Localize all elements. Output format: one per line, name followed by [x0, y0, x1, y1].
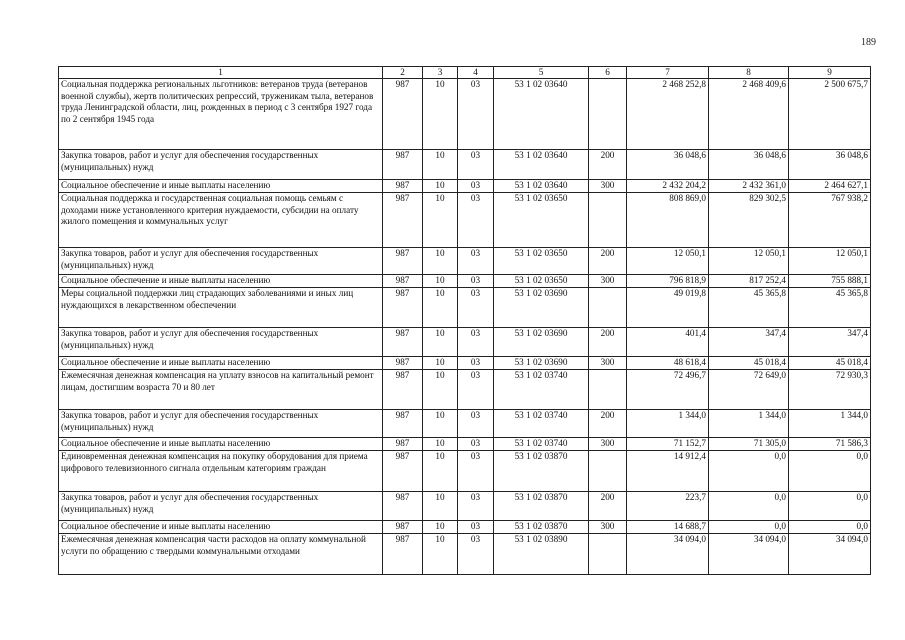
header-cell: 5 — [494, 67, 589, 79]
row-csr: 53 1 02 03690 — [494, 328, 589, 357]
row-value-1: 48 618,4 — [627, 357, 709, 370]
row-csr: 53 1 02 03650 — [494, 193, 589, 248]
row-value-2: 1 344,0 — [709, 410, 789, 438]
row-grbs: 987 — [383, 248, 423, 275]
row-pr: 03 — [458, 370, 494, 410]
row-value-3: 2 464 627,1 — [789, 180, 871, 193]
row-vr — [589, 79, 627, 150]
row-rz: 10 — [423, 451, 458, 492]
row-pr: 03 — [458, 492, 494, 521]
budget-table — [58, 66, 871, 575]
row-csr: 53 1 02 03650 — [494, 275, 589, 288]
header-cell: 6 — [589, 67, 627, 79]
row-value-1: 72 496,7 — [627, 370, 709, 410]
row-name: Социальное обеспечение и иные выплаты населению — [59, 521, 383, 534]
row-csr: 53 1 02 03740 — [494, 438, 589, 451]
row-vr: 200 — [589, 410, 627, 438]
row-grbs: 987 — [383, 451, 423, 492]
table-row — [59, 370, 871, 410]
row-value-1: 12 050,1 — [627, 248, 709, 275]
row-vr: 300 — [589, 180, 627, 193]
table-row — [59, 492, 871, 521]
table-row — [59, 288, 871, 328]
table-row — [59, 451, 871, 492]
row-rz: 10 — [423, 180, 458, 193]
row-grbs: 987 — [383, 370, 423, 410]
row-csr: 53 1 02 03640 — [494, 150, 589, 180]
row-value-2: 0,0 — [709, 521, 789, 534]
row-name: Закупка товаров, работ и услуг для обеспечения государственных (муниципальных) нужд — [59, 150, 383, 180]
row-value-1: 1 344,0 — [627, 410, 709, 438]
row-value-3: 0,0 — [789, 492, 871, 521]
header-cell: 4 — [458, 67, 494, 79]
row-name: Социальное обеспечение и иные выплаты населению — [59, 357, 383, 370]
row-rz: 10 — [423, 357, 458, 370]
row-value-1: 14 912,4 — [627, 451, 709, 492]
row-pr: 03 — [458, 150, 494, 180]
row-csr: 53 1 02 03870 — [494, 492, 589, 521]
row-rz: 10 — [423, 275, 458, 288]
row-value-3: 1 344,0 — [789, 410, 871, 438]
row-name: Меры социальной поддержки лиц страдающих заболеваниями и иных лиц нуждающихся в лекарственном обеспечении — [59, 288, 383, 328]
row-name: Закупка товаров, работ и услуг для обеспечения государственных (муниципальных) нужд — [59, 248, 383, 275]
row-csr: 53 1 02 03870 — [494, 451, 589, 492]
row-value-3: 767 938,2 — [789, 193, 871, 248]
row-rz: 10 — [423, 79, 458, 150]
row-value-2: 45 018,4 — [709, 357, 789, 370]
row-pr: 03 — [458, 357, 494, 370]
row-name: Закупка товаров, работ и услуг для обеспечения государственных (муниципальных) нужд — [59, 492, 383, 521]
row-vr: 200 — [589, 150, 627, 180]
row-grbs: 987 — [383, 288, 423, 328]
row-rz: 10 — [423, 521, 458, 534]
row-value-2: 829 302,5 — [709, 193, 789, 248]
table-header-row — [59, 67, 871, 79]
row-rz: 10 — [423, 248, 458, 275]
row-grbs: 987 — [383, 275, 423, 288]
row-rz: 10 — [423, 492, 458, 521]
header-cell: 2 — [383, 67, 423, 79]
table-row — [59, 248, 871, 275]
row-grbs: 987 — [383, 438, 423, 451]
row-csr: 53 1 02 03740 — [494, 410, 589, 438]
row-rz: 10 — [423, 370, 458, 410]
row-grbs: 987 — [383, 534, 423, 575]
row-value-3: 45 365,8 — [789, 288, 871, 328]
row-name: Социальная поддержка региональных льготников: ветеранов труда (ветеранов военной службы), жертв политических репрессий, труженикам тыла, ветеранов труда Ленинградской области, лиц, рожденных в период с 3 сентября 1927 года по 2 сентября 1945 года — [59, 79, 383, 150]
table-row — [59, 410, 871, 438]
row-csr: 53 1 02 03640 — [494, 180, 589, 193]
header-cell: 8 — [709, 67, 789, 79]
row-name: Ежемесячная денежная компенсация части расходов на оплату коммунальной услуги по обращению с твердыми коммунальными отходами — [59, 534, 383, 575]
table-row — [59, 79, 871, 150]
row-vr: 300 — [589, 357, 627, 370]
table-row — [59, 180, 871, 193]
row-grbs: 987 — [383, 410, 423, 438]
table-row — [59, 521, 871, 534]
row-value-1: 34 094,0 — [627, 534, 709, 575]
row-value-2: 12 050,1 — [709, 248, 789, 275]
row-grbs: 987 — [383, 521, 423, 534]
row-pr: 03 — [458, 438, 494, 451]
row-value-2: 0,0 — [709, 492, 789, 521]
row-vr: 300 — [589, 275, 627, 288]
row-value-2: 71 305,0 — [709, 438, 789, 451]
header-cell: 3 — [423, 67, 458, 79]
table-row — [59, 193, 871, 248]
row-grbs: 987 — [383, 357, 423, 370]
row-value-1: 36 048,6 — [627, 150, 709, 180]
table-row — [59, 150, 871, 180]
row-pr: 03 — [458, 248, 494, 275]
row-value-1: 49 019,8 — [627, 288, 709, 328]
row-rz: 10 — [423, 150, 458, 180]
row-vr: 300 — [589, 438, 627, 451]
page-number: 189 — [861, 37, 876, 48]
row-value-3: 0,0 — [789, 451, 871, 492]
row-value-3: 0,0 — [789, 521, 871, 534]
row-value-2: 2 432 361,0 — [709, 180, 789, 193]
row-rz: 10 — [423, 438, 458, 451]
row-grbs: 987 — [383, 193, 423, 248]
row-value-1: 796 818,9 — [627, 275, 709, 288]
row-value-1: 401,4 — [627, 328, 709, 357]
header-cell: 7 — [627, 67, 709, 79]
row-value-2: 45 365,8 — [709, 288, 789, 328]
row-pr: 03 — [458, 180, 494, 193]
row-csr: 53 1 02 03870 — [494, 521, 589, 534]
row-vr — [589, 288, 627, 328]
row-grbs: 987 — [383, 328, 423, 357]
row-pr: 03 — [458, 521, 494, 534]
row-value-1: 2 432 204,2 — [627, 180, 709, 193]
row-value-2: 2 468 409,6 — [709, 79, 789, 150]
row-name: Социальное обеспечение и иные выплаты населению — [59, 180, 383, 193]
row-value-2: 34 094,0 — [709, 534, 789, 575]
table-row — [59, 275, 871, 288]
row-rz: 10 — [423, 288, 458, 328]
row-pr: 03 — [458, 288, 494, 328]
row-rz: 10 — [423, 328, 458, 357]
row-csr: 53 1 02 03640 — [494, 79, 589, 150]
row-rz: 10 — [423, 193, 458, 248]
row-value-3: 12 050,1 — [789, 248, 871, 275]
row-pr: 03 — [458, 275, 494, 288]
row-value-1: 223,7 — [627, 492, 709, 521]
row-value-3: 36 048,6 — [789, 150, 871, 180]
row-value-3: 72 930,3 — [789, 370, 871, 410]
row-grbs: 987 — [383, 150, 423, 180]
row-value-1: 808 869,0 — [627, 193, 709, 248]
row-value-3: 34 094,0 — [789, 534, 871, 575]
row-vr — [589, 534, 627, 575]
row-pr: 03 — [458, 410, 494, 438]
row-name: Закупка товаров, работ и услуг для обеспечения государственных (муниципальных) нужд — [59, 328, 383, 357]
row-name: Социальное обеспечение и иные выплаты населению — [59, 438, 383, 451]
row-grbs: 987 — [383, 180, 423, 193]
row-value-1: 2 468 252,8 — [627, 79, 709, 150]
table-row — [59, 438, 871, 451]
row-vr: 200 — [589, 492, 627, 521]
row-value-1: 14 688,7 — [627, 521, 709, 534]
row-grbs: 987 — [383, 492, 423, 521]
row-name: Закупка товаров, работ и услуг для обеспечения государственных (муниципальных) нужд — [59, 410, 383, 438]
row-csr: 53 1 02 03690 — [494, 288, 589, 328]
row-pr: 03 — [458, 79, 494, 150]
row-value-3: 71 586,3 — [789, 438, 871, 451]
row-value-3: 45 018,4 — [789, 357, 871, 370]
row-vr — [589, 370, 627, 410]
row-value-3: 755 888,1 — [789, 275, 871, 288]
table-row — [59, 328, 871, 357]
row-vr: 200 — [589, 328, 627, 357]
row-value-2: 72 649,0 — [709, 370, 789, 410]
row-value-2: 347,4 — [709, 328, 789, 357]
row-name: Единовременная денежная компенсация на покупку оборудования для приема цифрового телевизионного сигнала отдельным категориям граждан — [59, 451, 383, 492]
row-csr: 53 1 02 03890 — [494, 534, 589, 575]
row-vr: 200 — [589, 248, 627, 275]
row-value-2: 817 252,4 — [709, 275, 789, 288]
row-pr: 03 — [458, 534, 494, 575]
row-vr — [589, 451, 627, 492]
row-rz: 10 — [423, 534, 458, 575]
row-csr: 53 1 02 03650 — [494, 248, 589, 275]
row-name: Социальная поддержка и государственная социальная помощь семьям с доходами ниже установленного критерия нуждаемости, субсидии на оплату жилого помещения и коммунальных услуг — [59, 193, 383, 248]
row-value-1: 71 152,7 — [627, 438, 709, 451]
row-value-3: 347,4 — [789, 328, 871, 357]
row-pr: 03 — [458, 451, 494, 492]
row-value-3: 2 500 675,7 — [789, 79, 871, 150]
row-grbs: 987 — [383, 79, 423, 150]
row-rz: 10 — [423, 410, 458, 438]
row-pr: 03 — [458, 193, 494, 248]
row-name: Ежемесячная денежная компенсация на уплату взносов на капитальный ремонт лицам, достигшим возраста 70 и 80 лет — [59, 370, 383, 410]
table-row — [59, 357, 871, 370]
row-value-2: 0,0 — [709, 451, 789, 492]
row-value-2: 36 048,6 — [709, 150, 789, 180]
row-name: Социальное обеспечение и иные выплаты населению — [59, 275, 383, 288]
header-cell: 9 — [789, 67, 871, 79]
row-csr: 53 1 02 03690 — [494, 357, 589, 370]
header-cell: 1 — [59, 67, 383, 79]
row-csr: 53 1 02 03740 — [494, 370, 589, 410]
row-vr: 300 — [589, 521, 627, 534]
row-vr — [589, 193, 627, 248]
table-row — [59, 534, 871, 575]
row-pr: 03 — [458, 328, 494, 357]
